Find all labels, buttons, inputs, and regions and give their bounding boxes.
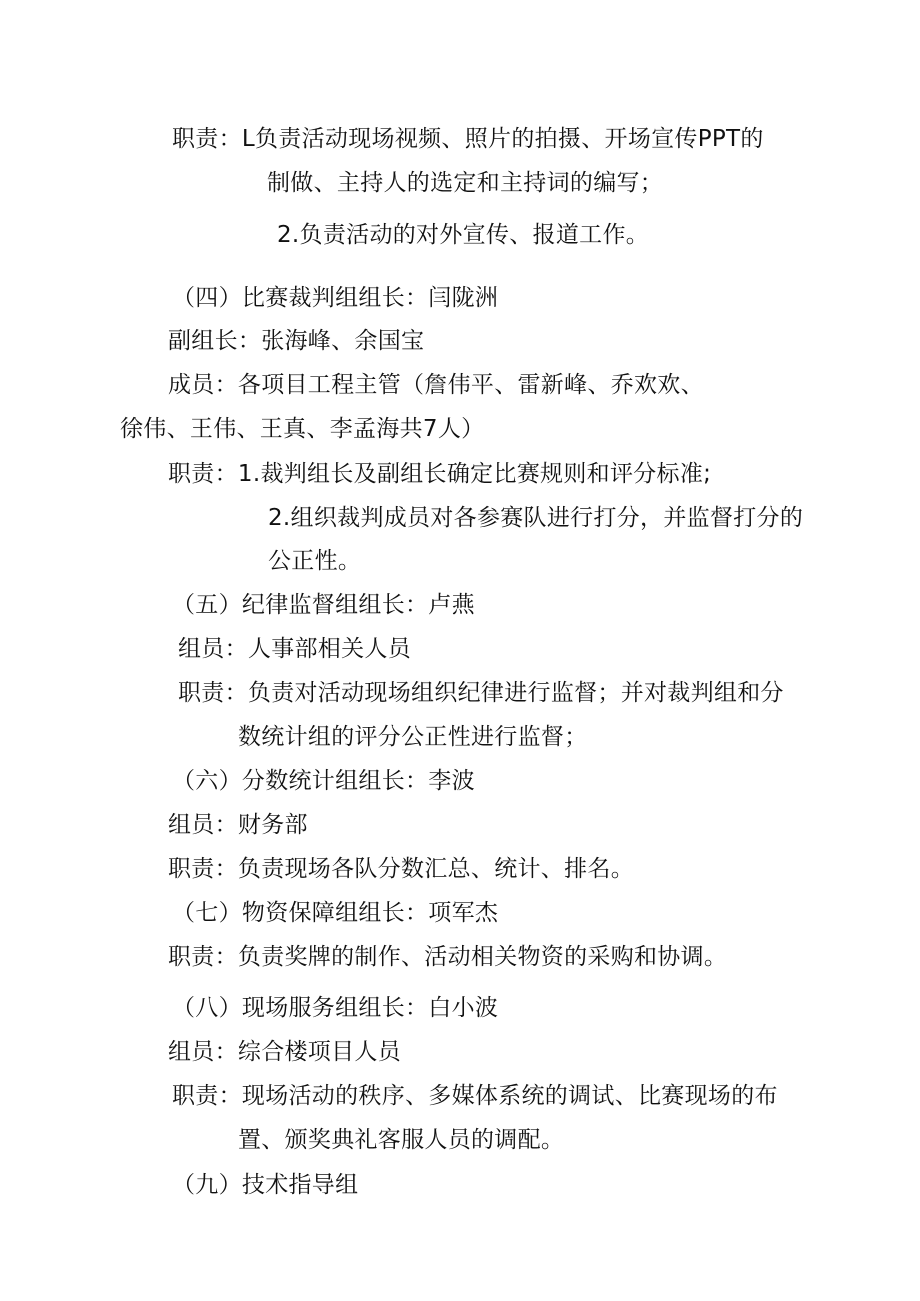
members-scoring: 组员：财务部 [168, 812, 308, 838]
duty-line-judging-2: 2.组织裁判成员对各参赛队进行打分，并监督打分的 [268, 505, 804, 531]
section-heading-judging: （四）比赛裁判组组长：闫陇洲 [172, 285, 499, 311]
members-judging-1: 成员：各项目工程主管（詹伟平、雷新峰、乔欢欢、 [168, 372, 704, 398]
duty-line-judging-3: 公正性。 [268, 548, 362, 574]
duty-line-discipline-2: 数统计组的评分公正性进行监督； [238, 724, 588, 750]
duty-line-media-3: 2.负责活动的对外宣传、报道工作。 [277, 222, 650, 248]
members-judging-2: 徐伟、王伟、王真、李孟海共7人） [120, 416, 485, 442]
duty-line-judging-1: 职责：1.裁判组长及副组长确定比赛规则和评分标准; [168, 461, 712, 487]
duty-line-media-2: 制做、主持人的选定和主持词的编写； [267, 170, 664, 196]
section-heading-service: （八）现场服务组组长：白小波 [172, 995, 499, 1021]
members-service: 组员：综合楼项目人员 [168, 1039, 401, 1065]
duty-line-scoring: 职责：负责现场各队分数汇总、统计、排名。 [168, 856, 634, 882]
section-heading-technical: （九）技术指导组 [172, 1172, 359, 1198]
deputy-leader-judging: 副组长：张海峰、余国宝 [168, 328, 425, 354]
duty-line-supplies: 职责：负责奖牌的制作、活动相关物资的采购和协调。 [168, 944, 728, 970]
duty-line-service-2: 置、颁奖典礼客服人员的调配。 [238, 1127, 565, 1153]
duty-line-media-1: 职责：L负责活动现场视频、照片的拍摄、开场宣传PPT的 [172, 126, 764, 152]
duty-line-service-1: 职责：现场活动的秩序、多媒体系统的调试、比赛现场的布 [172, 1083, 778, 1109]
members-discipline: 组员：人事部相关人员 [178, 636, 411, 662]
section-heading-discipline: （五）纪律监督组组长：卢燕 [172, 592, 475, 618]
section-heading-scoring: （六）分数统计组组长：李波 [172, 768, 475, 794]
duty-line-discipline-1: 职责：负责对活动现场组织纪律进行监督；并对裁判组和分 [178, 680, 784, 706]
section-heading-supplies: （七）物资保障组组长：项军杰 [172, 900, 499, 926]
